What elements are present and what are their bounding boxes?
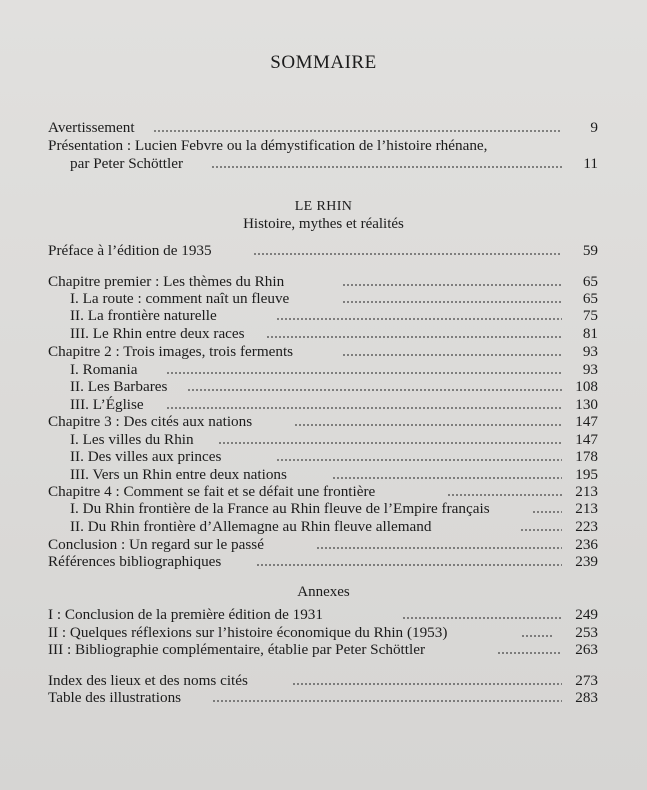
toc-entry-page-number: 283 bbox=[575, 689, 598, 706]
toc-entry-label: I. La route : comment naît un fleuve bbox=[70, 290, 290, 307]
toc-entry-page-number: 81 bbox=[582, 325, 598, 342]
toc-entry-label: III. Vers un Rhin entre deux nations bbox=[70, 466, 287, 483]
toc-entry bbox=[0, 606, 647, 624]
toc-entry-label: Avertissement bbox=[48, 119, 135, 136]
annex-heading: Annexes bbox=[297, 584, 350, 600]
toc-entry bbox=[0, 689, 647, 707]
toc-entry-label: Index des lieux et des noms cités bbox=[48, 672, 248, 689]
toc-entry-page-number: 130 bbox=[575, 396, 598, 413]
toc-entry-label: III : Bibliographie complémentaire, établie par Peter Schöttler bbox=[48, 641, 426, 658]
toc-entry bbox=[0, 518, 647, 536]
toc-entry bbox=[0, 343, 647, 361]
toc-entry-label: I. Du Rhin frontière de la France au Rhin fleuve de l’Empire français bbox=[70, 500, 490, 517]
toc-entry-label: III. L’Église bbox=[70, 396, 144, 413]
toc-entry bbox=[0, 307, 647, 325]
dot-leader bbox=[447, 494, 562, 496]
toc-entry-page-number: 223 bbox=[575, 518, 598, 535]
toc-entry bbox=[0, 273, 647, 291]
dot-leader bbox=[166, 407, 562, 409]
dot-leader bbox=[520, 529, 562, 531]
section-title: LE RHIN bbox=[294, 199, 353, 214]
toc-entry-page-number: 195 bbox=[575, 466, 598, 483]
toc-entry-page-number: 213 bbox=[575, 483, 598, 500]
toc-entry bbox=[0, 466, 647, 484]
page-title: SOMMAIRE bbox=[270, 52, 377, 73]
dot-leader bbox=[532, 511, 562, 513]
toc-entry bbox=[0, 553, 647, 571]
toc-entry bbox=[0, 413, 647, 431]
toc-entry-label: Table des illustrations bbox=[48, 689, 182, 706]
dot-leader bbox=[276, 459, 562, 461]
toc-entry-label: Chapitre 4 : Comment se fait et se défait une frontière bbox=[48, 483, 376, 500]
toc-entry-label: Conclusion : Un regard sur le passé bbox=[48, 536, 264, 553]
toc-entry-page-number: 65 bbox=[582, 290, 598, 307]
toc-entry-label: Références bibliographiques bbox=[48, 553, 222, 570]
dot-leader bbox=[166, 372, 562, 374]
toc-entry-page-number: 253 bbox=[575, 624, 598, 641]
toc-entry-label: II. La frontière naturelle bbox=[70, 307, 217, 324]
dot-leader bbox=[153, 130, 562, 132]
toc-entry-page-number: 65 bbox=[582, 273, 598, 290]
toc-entry bbox=[0, 242, 647, 260]
toc-entry bbox=[0, 119, 647, 137]
toc-entry bbox=[0, 536, 647, 554]
dot-leader bbox=[212, 700, 562, 702]
toc-entry-page-number: 213 bbox=[575, 500, 598, 517]
toc-entry bbox=[0, 361, 647, 379]
toc-entry-page-number: 93 bbox=[582, 361, 598, 378]
toc-entry bbox=[0, 641, 647, 659]
toc-entry-page-number: 263 bbox=[575, 641, 598, 658]
toc-entry-page-number: 147 bbox=[575, 431, 598, 448]
toc-entry-label: II : Quelques réflexions sur l’histoire économique du Rhin (1953) bbox=[48, 624, 448, 641]
toc-entry-label: Chapitre 3 : Des cités aux nations bbox=[48, 413, 253, 430]
toc-entry bbox=[0, 155, 647, 173]
toc-entry-page-number: 178 bbox=[575, 448, 598, 465]
toc-entry-page-number: 9 bbox=[590, 119, 598, 136]
dot-leader bbox=[211, 166, 562, 168]
toc-entry bbox=[0, 672, 647, 690]
toc-entry-page-number: 93 bbox=[582, 343, 598, 360]
dot-leader bbox=[276, 318, 562, 320]
toc-entry-label: II. Les Barbares bbox=[70, 378, 168, 395]
toc-entry-page-number: 11 bbox=[583, 155, 598, 172]
toc-entry-page-number: 249 bbox=[575, 606, 598, 623]
toc-entry-label: I. Romania bbox=[70, 361, 138, 378]
toc-entry bbox=[0, 137, 647, 155]
toc-entry-label: I : Conclusion de la première édition de 1931 bbox=[48, 606, 323, 623]
dot-leader bbox=[521, 635, 554, 637]
toc-entry bbox=[0, 624, 647, 642]
dot-leader bbox=[294, 424, 562, 426]
dot-leader bbox=[332, 477, 562, 479]
dot-leader bbox=[497, 652, 562, 654]
toc-entry bbox=[0, 500, 647, 518]
dot-leader bbox=[342, 284, 562, 286]
toc-entry bbox=[0, 325, 647, 343]
dot-leader bbox=[256, 564, 562, 566]
toc-entry-label: II. Du Rhin frontière d’Allemagne au Rhin fleuve allemand bbox=[70, 518, 432, 535]
toc-entry bbox=[0, 396, 647, 414]
toc-entry bbox=[0, 448, 647, 466]
toc-entry bbox=[0, 378, 647, 396]
toc-entry-label: I. Les villes du Rhin bbox=[70, 431, 194, 448]
dot-leader bbox=[316, 547, 562, 549]
toc-entry-label: par Peter Schöttler bbox=[70, 155, 184, 172]
toc-entry bbox=[0, 483, 647, 501]
toc-entry-page-number: 236 bbox=[575, 536, 598, 553]
toc-entry-page-number: 273 bbox=[575, 672, 598, 689]
toc-entry-page-number: 108 bbox=[575, 378, 598, 395]
toc-entry-label: Préface à l’édition de 1935 bbox=[48, 242, 212, 259]
toc-entry-page-number: 59 bbox=[582, 242, 598, 259]
dot-leader bbox=[292, 683, 562, 685]
dot-leader bbox=[342, 301, 562, 303]
section-subtitle: Histoire, mythes et réalités bbox=[243, 216, 404, 232]
toc-entry-label: Chapitre premier : Les thèmes du Rhin bbox=[48, 273, 285, 290]
toc-entry bbox=[0, 431, 647, 449]
dot-leader bbox=[187, 389, 562, 391]
toc-entry-label: II. Des villes aux princes bbox=[70, 448, 222, 465]
dot-leader bbox=[342, 354, 562, 356]
toc-entry-page-number: 147 bbox=[575, 413, 598, 430]
toc-entry-label: Présentation : Lucien Febvre ou la démystification de l’histoire rhénane, bbox=[48, 137, 488, 154]
dot-leader bbox=[218, 442, 562, 444]
dot-leader bbox=[253, 253, 562, 255]
dot-leader bbox=[402, 617, 562, 619]
dot-leader bbox=[266, 336, 562, 338]
toc-entry-label: Chapitre 2 : Trois images, trois ferments bbox=[48, 343, 294, 360]
toc-entry-page-number: 75 bbox=[582, 307, 598, 324]
toc-entry bbox=[0, 290, 647, 308]
toc-entry-label: III. Le Rhin entre deux races bbox=[70, 325, 245, 342]
toc-entry-page-number: 239 bbox=[575, 553, 598, 570]
